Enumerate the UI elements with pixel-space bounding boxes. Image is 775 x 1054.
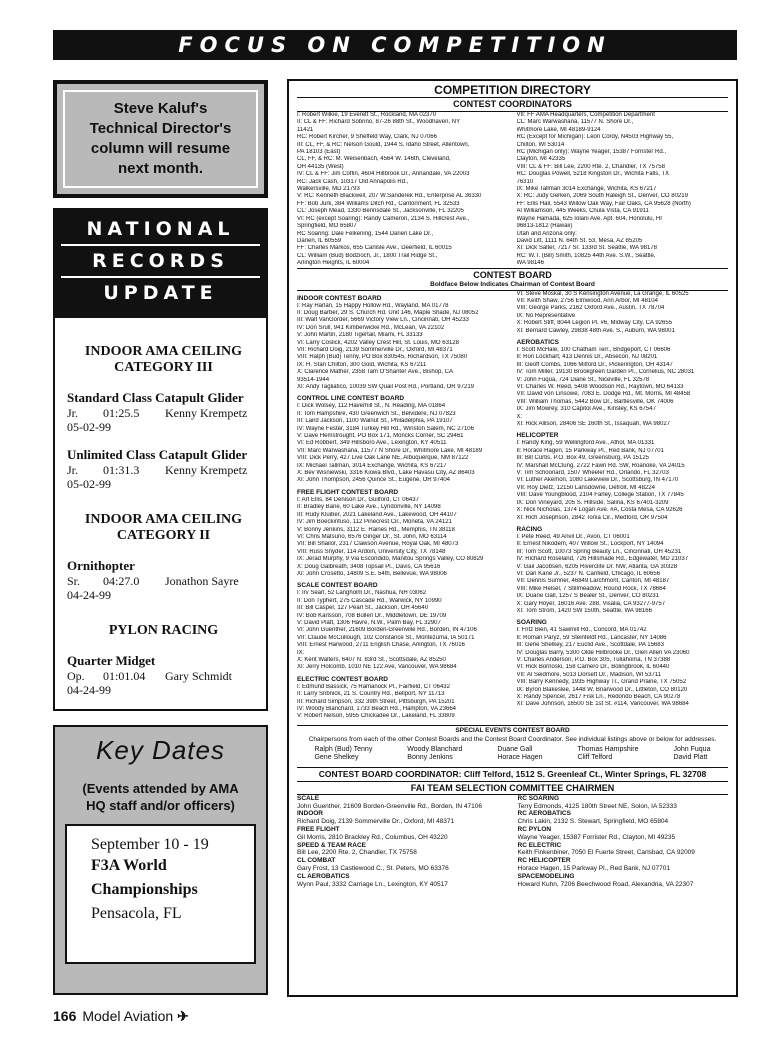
record-date: 04-24-99 [67, 683, 111, 697]
list-entry: Al Williamson, 445 Weeks, Chula Vista, CA 91911 [516, 208, 649, 215]
list-heading: RACING [516, 525, 543, 533]
list-entry: VIII: George Parks, 2162 Oxford Ave., Austin, TX 78704 [516, 305, 665, 312]
record-class: Op. [67, 669, 85, 683]
list-entry: IV: Wayne Fester, 3184 Turkey Hill Rd., Winston Salem, NC 27106 [297, 425, 474, 432]
list-entry: VI: Charles W. Reed, 5408 Woodson Rd., Raytown, MO 64133 [516, 384, 684, 390]
list-entry: IX: Duane Gall, 1257 S Bealer St., Denver, CO 80231 [516, 593, 659, 600]
key-dates-event [65, 824, 256, 964]
list-entry: IX: Jim Mowrey, 310 Capitol Ave., Kinsley, KS 67547 [516, 406, 656, 413]
list-entry: III: CL, FF, & RC: Nelson Gould, 1944 S. Idaho Street, Allentown, [297, 141, 470, 148]
list-entry: Horace Hagen, 15 Parkway Pl., Red Bank, NJ 07701 [517, 865, 670, 873]
list-entry: CL: William (Bud) Bodzioch, Jr., 1800 Trail Ridge St., [297, 252, 438, 259]
list-entry: V: Dave Hemstrought, PO Box 171, Moncks Corner, SC 29461 [297, 433, 464, 440]
key-dates-sub-line: HQ staff and/or officers) [86, 798, 235, 813]
list-entry: II: Ernest Nikodem, 407 Willow St., Lockport, NY 14094 [516, 541, 664, 548]
list-entry: RC (Except for Michigan): Leon Cordy, N4503 Highway 55, [516, 134, 674, 141]
list-entry: I: Scott McHale, 100 Chatham Terr., Bridgeport, CT 06606 [516, 346, 671, 353]
fai-left [297, 795, 508, 889]
list-entry: XI: John Thompson, 2456 Quince St., Eugene, OR 97404 [297, 477, 450, 484]
list-entry: I: Edmund Bassick, 75 Ramanock Pl., Fairfield, CT 06432 [297, 683, 450, 690]
key-dates-title: Key Dates [96, 735, 225, 765]
list-entry: III: Walt VanGorder, 5669 Victory View Ln., Cincinnati, OH 45233 [297, 317, 469, 324]
list-entry: IX: H. Stan Chilton, 300 Gold, Wichita, KS 67211 [297, 361, 427, 368]
list-entry: VIII: Ernest Harwood, 2711 English Chase, Arlington, TX 76016 [297, 642, 465, 649]
list-entry: VIII: Barry Kennedy, 1935 Highway Tr., Grand Prairie, TX 75052 [516, 679, 687, 686]
coordinators-columns [297, 111, 728, 268]
list-entry: VI: Rick Bornoski, 158 Camero Dr., Bolingbrook, IL 60440 [516, 664, 670, 671]
key-dates-subtitle [65, 780, 256, 814]
list-entry: XI: Tom Strom, 1420 SW 150th, Seattle, WA 98166 [516, 607, 652, 614]
page-footer [53, 1008, 189, 1025]
list-heading: CL AEROBATICS [297, 872, 350, 880]
list-entry: Darien, IL 60559 [297, 237, 342, 244]
list-heading: CONTROL LINE CONTEST BOARD [297, 395, 405, 403]
record-time: 04:27.0 [103, 574, 140, 588]
list-entry: XI: Bernard Cawley, 29838 48th Ave. S., Auburn, WA 98001 [516, 327, 675, 334]
list-entry: VII: Claude McCullough, 102 Constance St., Montezuma, IA 50171 [297, 634, 475, 641]
list-entry: III: Gene Shelkey, 217 Euclid Ave., Scottdale, PA 15683 [516, 642, 664, 649]
list-entry: IX: Michael Tallman, 3014 Exchange, Wichita, KS 67217 [297, 462, 447, 469]
list-entry: RC (Michigan only): Wayne Yeager, 15387 Forrister Rd., [516, 149, 667, 156]
kaluf-notice-text [63, 90, 258, 188]
list-entry: VI: Ed Robbert, 349 Hillsboro Ave., Lexington, KY 40511 [297, 440, 447, 447]
page-banner: FOCUS ON COMPETITION [53, 30, 737, 60]
list-entry: Walkersville, MD 21793 [297, 186, 360, 193]
list-entry: X: Robert Stiff, 8044 Legion Pl. #6, Midway City, CA 92655 [516, 320, 673, 327]
list-entry: V: Robert Nelson, 5955 Chickadee Dr., Lakeland, FL 33809 [297, 713, 455, 720]
record-holder: Jonathon Sayre [165, 574, 239, 588]
list-entry: Utah and Arizona only: [516, 230, 577, 237]
list-entry: VII: Al Seidmore, 5013 Dorsett Dr., Madison, WI 53711 [516, 671, 662, 678]
list-entry: I: Randy King, 59 Wellingford Ave., Athol, MA 01331 [516, 440, 655, 447]
list-entry: VIII: Mike Helsel, 7 Stillmeadow, Round Rock, TX 78664 [516, 585, 666, 592]
special-person-pair [407, 746, 462, 762]
list-entry: II: Tom Hampshire, 430 Greenwich St., Belvidere, NJ 07823 [297, 410, 456, 417]
list-entry: V: Bonny Jenkins, 3112 E. Raines Rd., Memphis, TN 38118 [297, 526, 455, 533]
list-heading: RC SOARING [517, 794, 560, 802]
list-entry: X: Nick Nicholas, 1374 Logan Ave. #A, Costa Mesa, CA 92626 [516, 507, 683, 514]
list-entry: II: Bradley Bane, 60 Lake Ave., Lyndonville, NY 14098 [297, 504, 441, 511]
list-heading: CL COMBAT [297, 857, 336, 865]
special-person: Bonny Jenkins [407, 753, 453, 761]
list-entry: X: RC: Judy Gerken, 2069 South Raleigh St., Denver, CO 80219 [516, 193, 688, 200]
special-person-pair [497, 746, 542, 762]
list-heading: SCALE CONTEST BOARD [297, 582, 378, 590]
list-entry: IV: Woody Blanchard, 1733 Beach Rd., Hampton, VA 23664 [297, 706, 456, 713]
record-holder: Gary Schmidt [165, 669, 232, 683]
list-entry: Clayton, MI 42335 [516, 156, 566, 163]
record-time: 01:25.5 [103, 406, 140, 420]
record-event: Unlimited Class Catapult Glider [67, 447, 248, 462]
list-entry: VI: Larry Coslick, 4202 Valley Crest Hill, St. Louis, MO 63128 [297, 339, 459, 346]
special-person-pair [314, 746, 372, 762]
list-entry: X: Clarence Mather, 2358 Tam O'Shanter Ave., Bishop, CA [297, 369, 454, 376]
competition-directory [287, 79, 738, 997]
record-class: Jr. [67, 406, 79, 420]
list-entry: VII: Bill Shailor, 2317 Clawson Avenue, Royal Oak, MI 48073 [297, 541, 459, 548]
list-entry: VIII: William Thomas, 5442 Bow Dr., Bartlesville, OK 74006 [516, 398, 674, 405]
special-person-pair [577, 746, 638, 762]
list-entry: I: Art Ellis, 84 Denison Dr., Guilford, CT 06437 [297, 496, 419, 503]
list-entry: III: Richard Simpson, 332 39th Street, Pittsburgh, PA 15201 [297, 698, 455, 705]
list-heading: SPEED & TEAM RACE [297, 841, 366, 849]
list-entry: VI: RC (except Soaring): Randy Cameron, 2134 S. Hillcrest Ave., [297, 215, 470, 222]
list-entry: IV: CL & FF: Jim Coffin, 4604 Hillbrook Dr., Annandale, VA 22003 [297, 171, 470, 178]
list-entry: IV: Tom Miller, 19130 Brookgreen Garden Pl., Cornelius, NC 28031 [516, 369, 695, 376]
special-person: Thomas Hampshire [577, 745, 639, 753]
list-entry: I: Ray Harlan, 15 Happy Hollow Rd., Wayland, MA 01778 [297, 302, 449, 309]
list-entry: Howard Kuhn, 7206 Beechwood Road, Alexandria, VA 22307 [517, 880, 694, 888]
special-person: Ralph (Bud) Tenny [314, 745, 373, 753]
list-entry: III: Bill Casper, 127 Pearl St., Jackson, OH 45640 [297, 605, 429, 612]
record-class: Sr. [67, 574, 81, 588]
list-heading: ELECTRIC CONTEST BOARD [297, 675, 388, 683]
list-entry: 76310 [516, 178, 534, 185]
list-entry: VIII: Russ Snyder, 114 Ardoin, University City, TX 78148 [297, 548, 446, 555]
record-event: Ornithopter [67, 558, 135, 573]
list-entry: II: Doug Barber, 29 S. Church Rd. Unit 146, Maple Shade, NJ 08052 [297, 309, 479, 316]
list-entry: RC Soaring: Dale Felkening, 1544 Darien Lake Dr., [297, 230, 434, 237]
list-entry: IX: Don Vineyard, 205 S. Hillside, Salina, KS 67401-3209 [516, 499, 669, 506]
fai-right [518, 795, 729, 889]
list-entry: PA 18103 (East) [297, 149, 341, 156]
list-entry: VIII: Dave Youngblood, 2104 Farley, College Station, TX 77845 [516, 492, 684, 499]
list-entry: Wynn Paul, 3332 Carriage Ln., Lexington, KY 40517 [297, 880, 448, 888]
list-entry: VI: John Guenther, 21609 Borden-Greenville Rd., Borden, IN 47106 [297, 627, 477, 634]
list-entry: VIII: Ralph (Bud) Tenny, PO Box 830545, Richardson, TX 75080 [297, 354, 468, 361]
list-entry: II: Horace Hagen, 15 Parkway Pl., Red Bank, NJ 07701 [516, 447, 664, 454]
list-entry: X: [516, 413, 523, 420]
list-entry: V: Gail Jacobsen, 6205 Riverclife Dr. NW, Atlanta, GA 30328 [516, 563, 678, 570]
list-entry: Whitmore Lake, MI 48189-9124 [516, 126, 601, 133]
special-person: Gene Shelkey [314, 753, 359, 761]
list-entry: XI: Rich Josephson, 2842 Tonia Cir., Medford, OR 97504 [516, 514, 668, 521]
kaluf-line: Steve Kaluf's [113, 100, 208, 117]
list-entry: RC: Robert Kircher, 9 Sheffeld Way, Clark, NJ 07066 [297, 134, 437, 141]
list-entry: VI: Steve Moskal, 30 S Kensington Avenue, La Grange, IL 60525 [516, 290, 689, 297]
list-heading: SPACEMODELING [517, 872, 575, 880]
list-entry: IV: Marshall McClung, 2722 Fawn Rd. SW, Roanoke, VA 24015 [516, 462, 685, 469]
list-entry: RC: Douglas Powell, 5218 Kingston Dr., Wichita Falls, TX [516, 171, 670, 178]
board-heading: CONTEST BOARD [297, 268, 728, 281]
record-holder: Kenny Krempetz [165, 463, 248, 477]
coordinators-heading: CONTEST COORDINATORS [297, 97, 728, 110]
record-event: Standard Class Catapult Glider [67, 390, 244, 405]
list-entry: Keith Finkenbiner, 7050 El Fuerte Street, Carlsbad, CA 92009 [517, 849, 695, 857]
record-row [67, 669, 260, 683]
event-place: Pensacola, FL [91, 905, 182, 922]
list-heading: RC AEROBATICS [517, 810, 571, 818]
list-heading: INDOOR [297, 810, 323, 818]
record-event: Quarter Midget [67, 653, 156, 668]
special-person: Horace Hagen [497, 753, 543, 761]
list-entry: III: Rudy Kluiber, 2021 Lakeland Ave., Lakewood, OH 44107 [297, 511, 457, 518]
event-date: September 10 - 19 [91, 836, 209, 853]
list-entry: 93514-1944 [297, 376, 330, 383]
special-person: John Fuqua [673, 745, 711, 753]
records-title-line: NATIONAL [61, 218, 260, 246]
list-heading: RC ELECTRIC [517, 841, 562, 849]
records-update-header [55, 210, 266, 318]
list-entry: I: Irv Searl, 52 Langholm Dr., Nashua, NH 03062 [297, 590, 427, 597]
special-person: Duane Gall [497, 745, 533, 753]
list-entry: Gary Frost, 13 Castlewood C., St. Peters, MO 63376 [297, 865, 449, 873]
list-heading: RC HELICOPTER [517, 857, 571, 865]
record-time: 01:01.04 [103, 669, 146, 683]
kaluf-line: next month. [118, 160, 203, 177]
list-entry: 11421 [297, 126, 314, 133]
records-list [55, 318, 266, 698]
records-title-line: RECORDS [61, 250, 260, 278]
record-time: 01:31.3 [103, 463, 140, 477]
list-entry: VI: Dan Kane Jr., 5237 N. Canfield, Chicago, IL 60656 [516, 570, 661, 577]
kaluf-line: column will resume [90, 140, 231, 157]
coordinators-right [517, 112, 729, 268]
list-entry: X: Bev Wisniewski, 3316 Kiowa Blvd., Lake Havasu City, AZ 86403 [297, 470, 475, 477]
directory-title: COMPETITION DIRECTORY [434, 83, 591, 97]
list-entry: IV: Richard Roseland, 726 Hillsmade Rd., Edgewater, MD 21037 [516, 556, 689, 563]
list-entry: CL: Joseph Mead, 1330 Bennsdale St., Jacksonville, FL 32205 [297, 208, 464, 215]
records-update-box [53, 208, 268, 711]
key-dates-sub-line: (Events attended by AMA [82, 781, 239, 796]
list-entry: RC: W.T. (Bill) Smith, 10825 44th Ave. S.W., Seattle, [516, 252, 656, 259]
list-entry: VII: Roy Dietz, 12150 Lansdowne, Detroit, MI 48224 [516, 484, 655, 491]
list-entry: V: John Fuqua, 724 Diane St., Niceville, FL 32578 [516, 376, 650, 383]
list-entry: 96813-1812 (Hawaii) [516, 223, 573, 230]
list-entry: IX: Jerad Murphy, 9 Via Escondido, Manitou Springs Valley, CO 80829 [297, 556, 484, 563]
list-entry: III: Tom Scott, 10073 Spring Beauty Ln., Cincinnati, OH 45231 [516, 548, 682, 555]
event-name: Championships [91, 881, 198, 898]
event-name: F3A World [91, 857, 167, 874]
list-heading: FREE FLIGHT [297, 826, 340, 834]
list-heading: SOARING [516, 619, 547, 627]
list-entry: VI: Luther Akemon, 1080 Lakeview Dr., Scottsburg, IN 47170 [516, 477, 679, 484]
list-entry: II: CL & FF: Richard Sobrino, 87-26 88th St., Woodhaven, NY [297, 119, 461, 126]
list-entry: IV: Jim Boeckinfuso, 112 Pinecrest Cir., Moneta, VA 24121 [297, 519, 452, 526]
coordinator-line: CONTEST BOARD COORDINATOR: Cliff Telford, 1512 S. Greenleaf Ct., Winter Springs, FL 32708 [297, 767, 728, 782]
special-person: Woody Blanchard [407, 745, 463, 753]
list-entry: IX: Byron Blakeslee, 1448 W. Briarwood Dr., Littleton, CO 80120 [516, 686, 688, 693]
record-row [67, 406, 260, 420]
list-entry: X: Gary Hoyer, 16016 Ave. 288, Visalia, CA 93277-9757 [516, 600, 666, 607]
list-entry: WA 98146 [516, 260, 544, 267]
list-heading: FREE FLIGHT CONTEST BOARD [297, 488, 399, 496]
list-entry: VII: Dennis Sumner, 46849 Larchmont, Canton, MI 48187 [516, 578, 670, 585]
list-entry: Richard Doig, 2139 Sommerville Dr., Oxford, MI 48371 [297, 818, 455, 826]
board-columns [297, 290, 728, 721]
list-entry: X: Kent Walters, 6407 N. 83rd St., Scottsdale, AZ 85250 [297, 657, 446, 663]
record-class: Jr. [67, 463, 79, 477]
list-entry: Terry Edmonds, 4125 180th Street NE, Solon, IA 52333 [517, 802, 677, 810]
record-category: PYLON RACING [108, 623, 219, 638]
list-entry: IV: Don Srull, 941 Kimberwicke Rd., McLean, VA 22102 [297, 324, 445, 331]
special-events-people [297, 746, 728, 762]
magazine-name: Model Aviation [82, 1008, 174, 1024]
list-entry: David Litt, 1111 N. 64th St. 53, Mesa, AZ 85205 [516, 237, 643, 244]
list-entry: I: Robert Wilkie, 19 Everett St., Rockland, MA 02370 [297, 112, 437, 118]
list-entry: IX: Mike Tallman 3014 Exchange, Wichita, KS 67217 [516, 186, 657, 193]
fai-heading: FAI TEAM SELECTION COMMITTEE CHAIRMEN [410, 782, 615, 793]
list-entry: II: Larry Sribnick, 21 S. Country Rd., Bellport, NY 11713 [297, 691, 445, 698]
list-entry: IX: [297, 649, 305, 656]
list-entry: VIII: CL & FF: Bill Lee, 2200 Rte. 2, Chandler, TX 75758 [516, 163, 665, 170]
special-events-heading: SPECIAL EVENTS CONTEST BOARD [297, 725, 728, 735]
list-entry: II: Roman Paryz, 59 Steinfeldt Rd., Lancaster, NY 14086 [516, 634, 667, 641]
list-entry: II: Don Typhert, 275 Cascade Rd., Warwick, NY 10990 [297, 597, 442, 604]
list-entry: XI: Dick Salter, 7217 Sr. 133rd St. Seattle, WA 98178 [516, 245, 658, 252]
list-heading: RC PYLON [517, 826, 552, 834]
list-entry: VI: Chris Matsuno, 6576 Ginger Dr., St. John, MO 63114 [297, 533, 447, 540]
coordinators-left [297, 112, 509, 268]
board-right [517, 291, 729, 721]
list-entry: III: Bill Curtis, P.O. Box 49, Greensburg, PA 15125 [516, 455, 650, 462]
list-entry: Wayne Yeager, 15387 Forrister Rd., Clayton, MI 49235 [517, 833, 676, 841]
kaluf-line: Technical Director's [89, 120, 232, 137]
list-entry: IV: Bob Karlsson, 708 Bullen Dr., Middletown, DE 19709 [297, 612, 447, 619]
list-entry: IX: No Representative [516, 312, 576, 319]
records-title-line: UPDATE [103, 282, 218, 304]
list-entry: II: Ron Lockhart, 413 Dennis Dr., Absecon, NJ 08201 [516, 354, 658, 361]
list-entry: VII: Keith Shaw, 2756 Elmwood, Ann Arbor, MI 48104 [516, 297, 658, 304]
board-note: Boldface Below Indicates Chairman of Contest Board [430, 280, 595, 288]
list-entry: RC: Jack Cash, 10317 Old Annapolis Rd., [297, 178, 409, 185]
list-heading: INDOOR CONTEST BOARD [297, 294, 382, 302]
list-entry: VII: David von Linsowe, 7083 E. Dodge Rd., Mt. Morris, MI 48458 [516, 391, 691, 398]
record-holder: Kenny Krempetz [165, 406, 248, 420]
fai-columns [297, 794, 728, 889]
list-heading: SCALE [297, 794, 320, 802]
record-row [67, 574, 260, 588]
list-entry: V: Tim Schoonard, 1507 Wheeler Rd., Orlando, FL 32703 [516, 470, 669, 477]
list-entry: I: Pete Reed, 49 Anvil Dr., Avon, CT 06001 [516, 533, 630, 540]
list-entry: John Guenther, 21609 Borden-Greenville Rd., Borden, IN 47106 [297, 802, 483, 810]
special-person-pair [673, 746, 710, 762]
record-date: 05-02-99 [67, 420, 111, 434]
list-entry: FF: Charles Markos, 655 Carlisle Ave., Deerfield, IL 60015 [297, 245, 452, 252]
list-entry: V: John Martin, 2180 Tigertail, Miami, FL 33133 [297, 332, 423, 339]
list-entry: V: David Platt, 1306 Havre, N.W., Palm Bay, FL 32907 [297, 619, 441, 626]
list-heading: HELICOPTER [516, 432, 559, 440]
list-entry: CL: Marc Warwashana, 11577 N. Shore Dr., [516, 119, 634, 126]
kaluf-notice [53, 80, 268, 198]
list-entry: III: Geoff Combs, 1066 Milford Dr., Pickerington, OH 43147 [516, 361, 673, 368]
list-entry: I: Dick Wolsey, 112 Haverhill St., N. Reading, MA 01864 [297, 403, 446, 410]
list-entry: III: Laird Jackson, 1100 Walnut St., Philadelphia, PA 19107 [297, 418, 453, 425]
list-entry: Springfield, MO 65807 [297, 223, 357, 230]
board-left [297, 291, 509, 721]
list-entry: X: Doug Galbreath, 3408 Topsail Pl., Davis, CA 95616 [297, 563, 441, 570]
special-events-note: Chairpersons from each of the other Contest Boards and the Contest Board Coordinator. See individual listings above or below for addresses. [308, 735, 717, 743]
special-person: Cliff Telford [577, 753, 613, 761]
list-entry: Chilton, WI 53014 [516, 141, 565, 148]
record-date: 05-02-99 [67, 477, 111, 491]
list-entry: VII: FF AMA Headquarters, Competition Department [516, 112, 655, 118]
list-entry: CL, FF, & RC: M. Weisenbach, 4564 W. 146th, Cleveland, [297, 156, 451, 163]
plane-icon: ✈ [177, 1008, 189, 1024]
list-entry: V: RC: Kenneth Blackwell, 207 W.Sanderek Rd., Enterprise AL 36330 [297, 193, 482, 200]
record-category: INDOOR AMA CEILING CATEGORY III [84, 344, 243, 375]
list-entry: OH 44135 (West) [297, 163, 344, 170]
list-entry: VII: Marc Warwashana, 11577 N Shore Dr., Whitmore Lake, MI 48189 [297, 447, 483, 454]
list-entry: XI: Andy Tagliafico, 10039 SW Quail Post Rd., Portland, OR 97219 [297, 384, 474, 390]
list-entry: XI: Rick Allison, 28406 SE 160th St., Issaquah, WA 98027 [516, 421, 671, 428]
list-entry: V: Charles Anderson, P.O. Box 305, Tullahoma, TN 37388 [516, 657, 671, 663]
list-entry: Bill Lee, 2200 Rte. 2, Chandler, TX 75758 [297, 849, 417, 857]
list-entry: Arlington Heights, IL 60004 [297, 260, 370, 267]
list-entry: XI: Jerry Holcomb, 1010 NE 122 Ave, Vancouver, WA 98684 [297, 664, 457, 671]
list-entry: Wayne Hamada, 625 Iolani Ave. Apt. 604, Honolulu, HI [516, 215, 662, 222]
list-entry: IV: Douglas Barry, 5300 Olde Hillbrooke Dr., Glen Allen VA 23060 [516, 649, 690, 656]
list-entry: Chris Lakin, 2132 S. Stewart, Springfield, MO 65804 [517, 818, 669, 826]
list-entry: VII: Richard Doig, 2139 Sommerville Dr., Oxford, MI 48371 [297, 346, 453, 353]
list-entry: XI: Dave Johnson, 16500 SE 1st St. #114, Vancouver, WA 98684 [516, 701, 689, 708]
list-entry: I: Fritz Bien, 41 Sawmill Rd., Concord, MA 01742 [516, 627, 647, 634]
special-person: David Platt [673, 753, 708, 761]
list-entry: Gil Morris, 2810 Brackley Rd., Columbus, OH 43220 [297, 833, 448, 841]
list-entry: XI: John Crosetto, 14809 S.E. 54th, Bellevue, WA 98006 [297, 570, 447, 577]
record-date: 04-24-99 [67, 588, 111, 602]
list-entry: FF: Ellis Hall, 5543 Willow Oak Way, Fair Oaks, CA 95628 (North) [516, 200, 691, 207]
list-entry: X: Randy Spencer, 2617 Fisk Ln., Redondo Beach, CA 90278 [516, 694, 681, 701]
record-row [67, 463, 260, 477]
list-heading: AEROBATICS [516, 338, 559, 346]
list-entry: FF: Bob Jurk, 384 Williams Ditch Rd., Cantonment, FL 32533 [297, 200, 460, 207]
list-entry: VIII: Dick Perry, 427 Live Oak Lane NE, Albuquerque, NM 87122 [297, 455, 469, 462]
key-dates-box [53, 725, 268, 995]
record-category: INDOOR AMA CEILING CATEGORY II [84, 512, 243, 543]
page-number: 166 [53, 1008, 77, 1024]
